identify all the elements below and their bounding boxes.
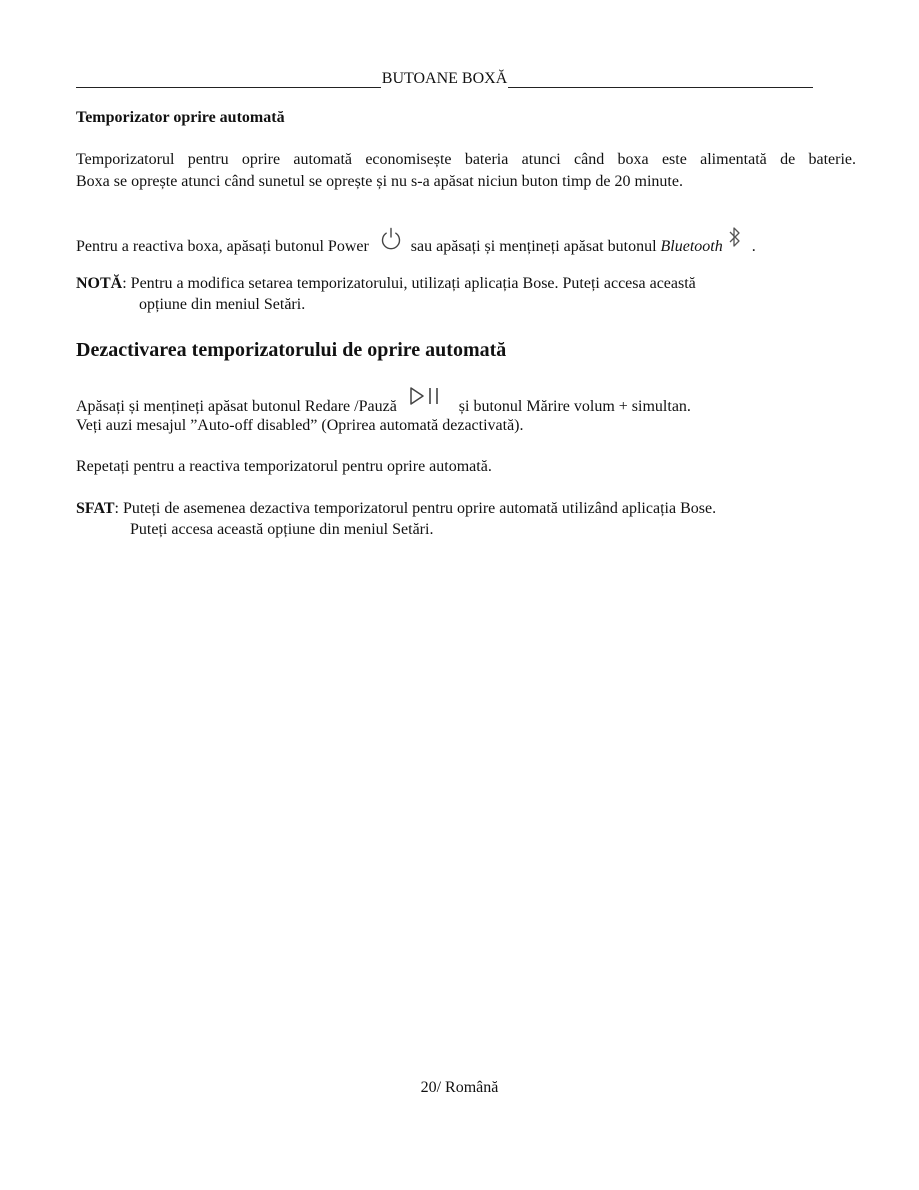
auto-off-description-line2: Boxa se oprește atunci când sunetul se oprește și nu s-a apăsat niciun buton timp de 20 minute.: [76, 173, 683, 190]
power-icon: [379, 227, 403, 251]
auto-off-description-line1: Temporizatorul pentru oprire automată economisește bateria atunci când boxa este alimentată de baterie.: [76, 151, 856, 168]
page-header: [76, 66, 813, 88]
disable-text-start: Apăsați și mențineți apăsat butonul Redare /Pauză: [76, 398, 397, 415]
disable-line2: Veți auzi mesajul ”Auto-off disabled” (Oprirea automată dezactivată).: [76, 417, 524, 434]
tip-text-line2: Puteți accesa această opțiune din meniul Setări.: [130, 521, 434, 538]
repeat-line: Repetați pentru a reactiva temporizatorul pentru oprire automată.: [76, 458, 492, 475]
section-heading-disable: Dezactivarea temporizatorului de oprire automată: [76, 339, 507, 361]
reactivate-text-end: .: [751, 238, 756, 255]
note-text-line2: opțiune din meniul Setări.: [139, 296, 306, 313]
header-rule-right: [508, 70, 813, 88]
tip-line1: [76, 499, 716, 519]
bluetooth-word: Bluetooth: [660, 238, 723, 255]
play-pause-icon: [409, 385, 443, 407]
bluetooth-icon: [728, 225, 742, 249]
header-rule-left: [76, 70, 381, 88]
reactivate-text-middle: sau apăsați și mențineți apăsat butonul: [410, 238, 657, 255]
disable-line1: [76, 395, 691, 417]
note-line1: [76, 274, 696, 294]
disable-text-end: și butonul Mărire volum + simultan.: [458, 398, 691, 415]
note-label: NOTĂ: [76, 275, 123, 292]
tip-text-line1: : Puteți de asemenea dezactiva temporizatorul pentru oprire automată utilizând aplicația Bose.: [114, 500, 717, 517]
reactivate-text-start: Pentru a reactiva boxa, apăsați butonul Power: [76, 238, 369, 255]
header-title: BUTOANE BOXĂ: [381, 70, 508, 87]
reactivate-line: [76, 233, 756, 257]
note-text-line1: : Pentru a modifica setarea temporizatorului, utilizați aplicația Bose. Puteți accesa această: [122, 275, 696, 292]
tip-label: SFAT: [76, 500, 115, 517]
auto-off-description: [76, 149, 856, 193]
page-number: 20/ Română: [420, 1079, 499, 1096]
section-title-auto-off: Temporizator oprire automată: [76, 109, 285, 126]
